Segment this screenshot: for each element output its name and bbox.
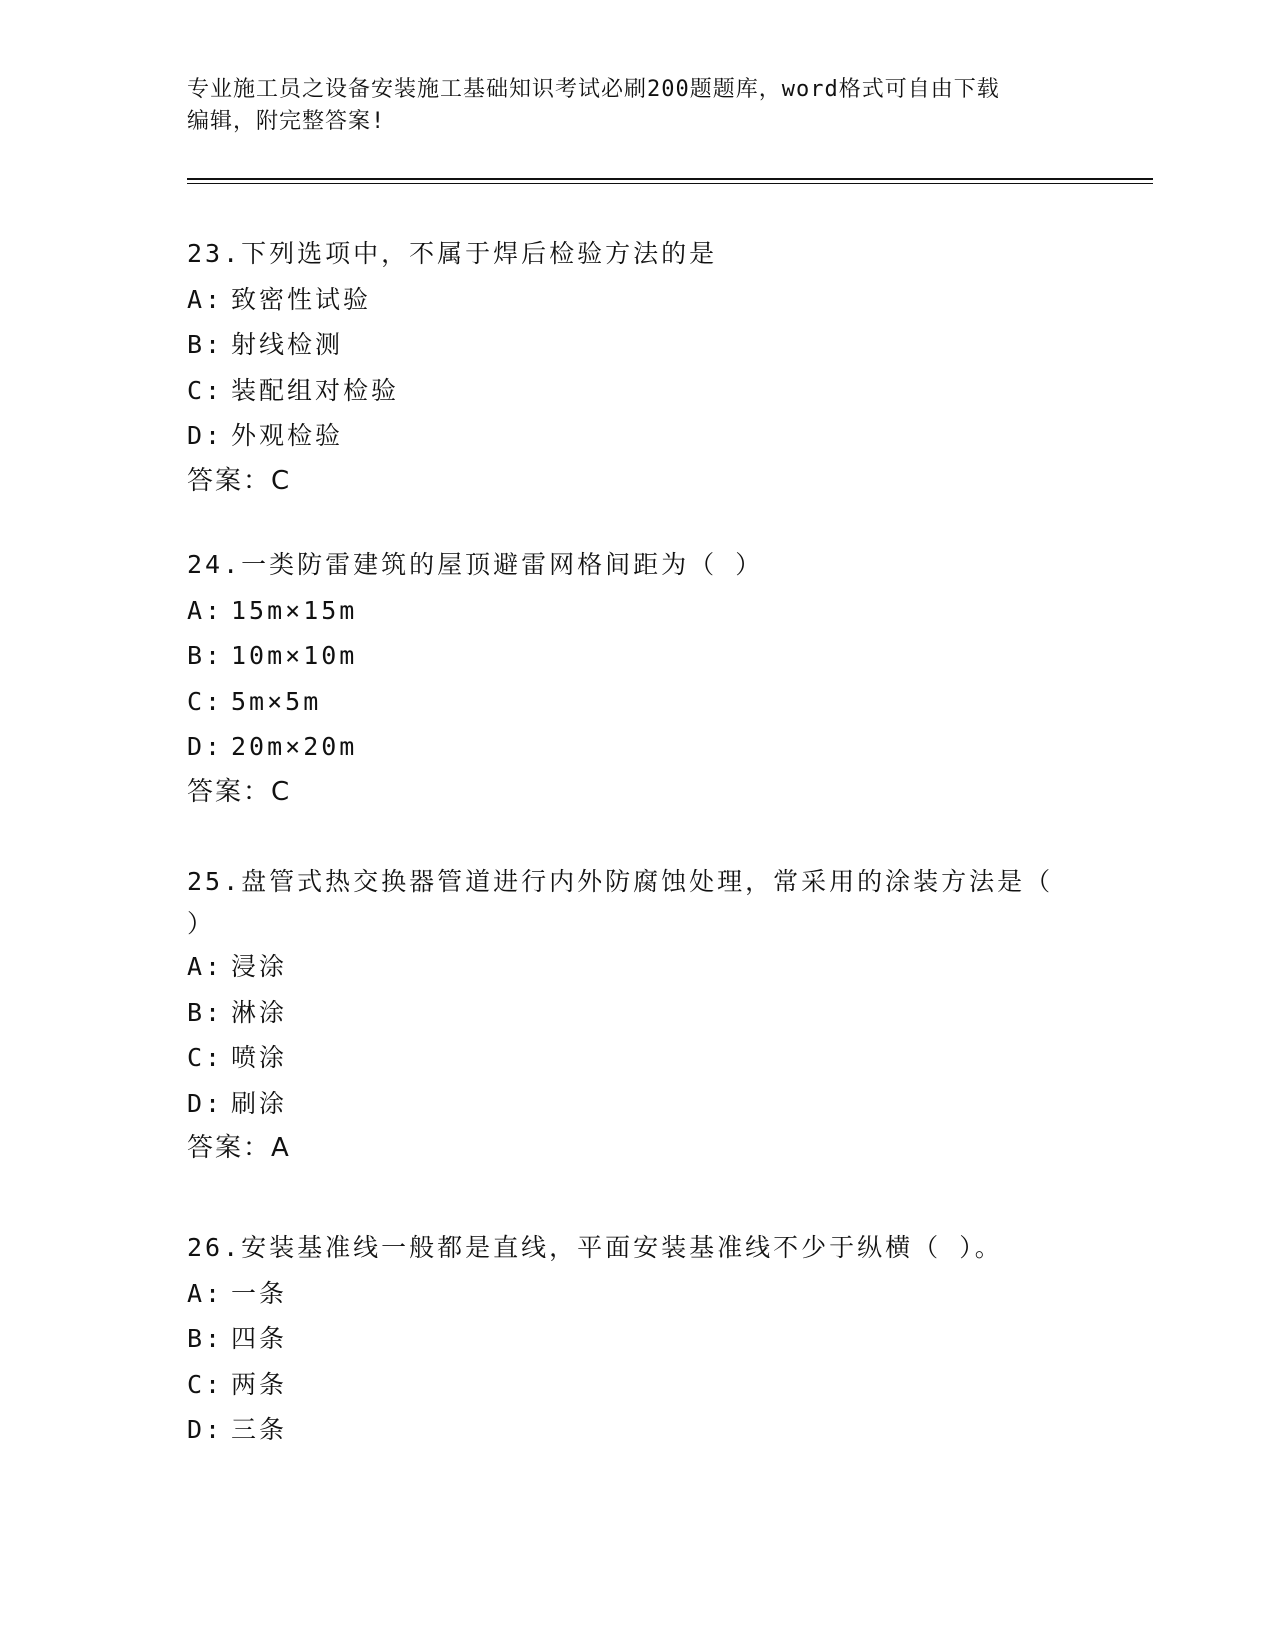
option-letter: A: (187, 595, 224, 625)
option-text: 致密性试验 (231, 284, 372, 314)
option-a (187, 1271, 1087, 1317)
question-26 (187, 1225, 1087, 1453)
option-b (187, 1316, 1087, 1362)
option-text: 两条 (231, 1369, 288, 1399)
document-header (187, 74, 1087, 138)
option-text: 射线检测 (231, 330, 344, 359)
question-25 (187, 859, 1087, 1171)
answer-line: 答案：A (187, 1133, 291, 1163)
option-letter: C: (187, 1043, 224, 1072)
option-c (187, 368, 1087, 414)
option-a (187, 588, 1087, 634)
option-letter: B: (187, 1324, 224, 1353)
option-letter: B: (187, 330, 224, 359)
option-b (187, 322, 1087, 368)
option-text: 刷涂 (231, 1088, 288, 1118)
header-divider-thin (187, 183, 1153, 184)
question-24 (187, 542, 1087, 815)
option-a (187, 277, 1087, 323)
option-c (187, 679, 1087, 725)
option-letter: D: (187, 421, 224, 450)
option-text: 5m×5m (231, 686, 322, 716)
option-text: 浸涂 (231, 952, 288, 981)
option-text: 一条 (231, 1278, 288, 1308)
option-a (187, 944, 1087, 990)
option-text: 20m×20m (231, 732, 358, 761)
option-c (187, 1035, 1087, 1081)
option-letter: D: (187, 1088, 224, 1118)
option-letter: C: (187, 1369, 224, 1399)
question-title: 25.盘管式热交换器管道进行内外防腐蚀处理，常采用的涂装方法是（ (187, 867, 1054, 896)
option-d (187, 413, 1087, 459)
option-text: 四条 (231, 1324, 288, 1353)
option-letter: D: (187, 1415, 224, 1444)
header-divider-thick (187, 178, 1153, 180)
answer-line: 答案：C (187, 776, 292, 807)
option-letter: B: (187, 997, 224, 1027)
option-d (187, 1081, 1087, 1127)
option-letter: A: (187, 284, 224, 314)
option-text: 装配组对检验 (231, 375, 400, 405)
question-23 (187, 231, 1087, 504)
option-letter: A: (187, 1278, 224, 1308)
option-letter: C: (187, 375, 224, 405)
option-d (187, 1407, 1087, 1453)
option-b (187, 990, 1087, 1036)
question-title: 23.下列选项中，不属于焊后检验方法的是 (187, 239, 718, 268)
option-text: 外观检验 (231, 421, 344, 450)
option-letter: D: (187, 732, 224, 761)
option-letter: A: (187, 952, 224, 981)
option-text: 淋涂 (231, 997, 288, 1027)
option-letter: C: (187, 686, 224, 716)
option-text: 15m×15m (231, 595, 358, 625)
option-c (187, 1362, 1087, 1408)
option-letter: B: (187, 641, 224, 670)
question-title-continued: ） (187, 909, 216, 938)
option-d (187, 724, 1087, 770)
question-title: 26.安装基准线一般都是直线，平面安装基准线不少于纵横（ ）。 (187, 1233, 1003, 1262)
option-text: 10m×10m (231, 641, 358, 670)
option-text: 喷涂 (231, 1043, 288, 1072)
answer-line: 答案：C (187, 465, 292, 496)
option-text: 三条 (231, 1415, 288, 1444)
header-line-2: 编辑，附完整答案! (187, 109, 386, 134)
question-title: 24.一类防雷建筑的屋顶避雷网格间距为（ ） (187, 550, 764, 579)
option-b (187, 633, 1087, 679)
header-line-1: 专业施工员之设备安装施工基础知识考试必刷200题题库，word格式可自由下载 (187, 77, 1000, 102)
